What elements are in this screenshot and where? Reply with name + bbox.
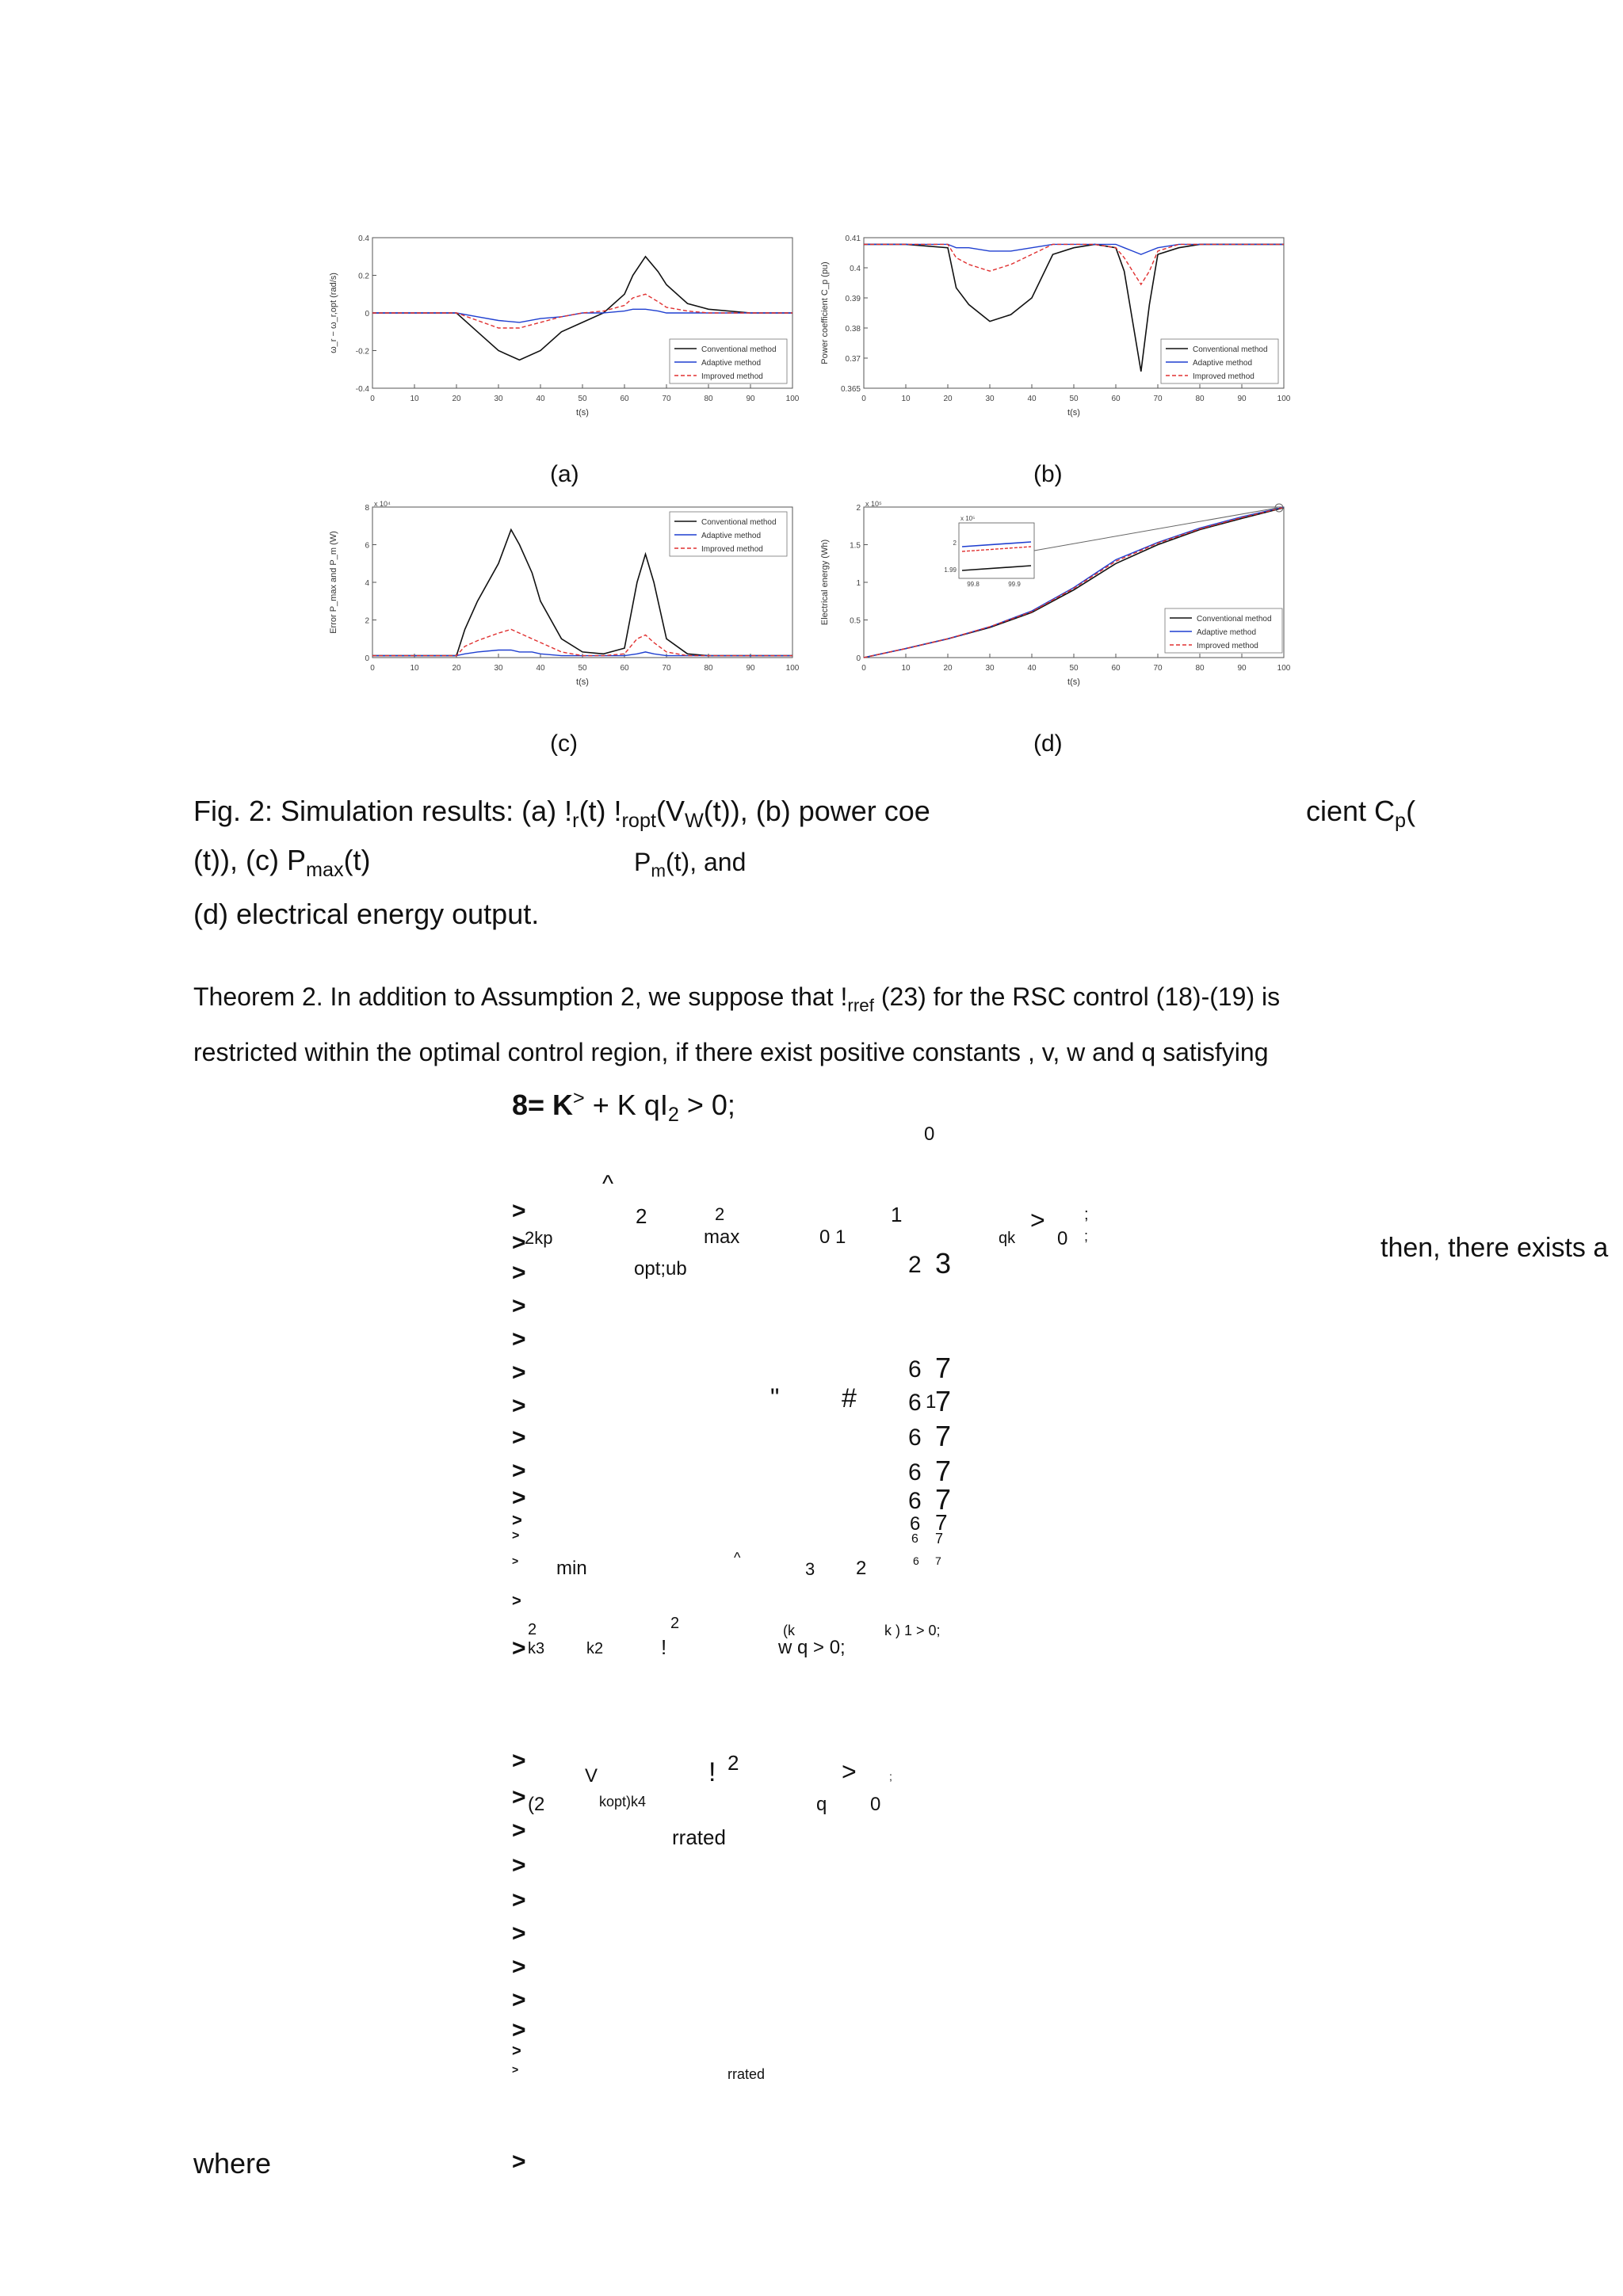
math-fragment: #: [842, 1383, 857, 1413]
brace-glyph: >: [512, 1554, 519, 1567]
x-tick-label: 30: [494, 395, 503, 403]
brace-glyph: >: [512, 2042, 521, 2060]
legend-label: Adaptive method: [701, 532, 762, 540]
figure-caption-line-1: Fig. 2: Simulation results: (a) $!_r(t)$ $!_{ropt}(V_W(t))$, (b) power coe: [193, 795, 930, 833]
x-axis-label: t(s): [576, 677, 589, 687]
math-fragment: !: [708, 1757, 716, 1787]
math-fragment: 7: [935, 1554, 941, 1567]
brace-glyph: >: [512, 1293, 526, 1319]
x-axis-label: t(s): [576, 408, 589, 418]
legend-label: Conventional method: [1197, 615, 1272, 624]
x-tick-label: 80: [704, 395, 713, 403]
math-fragment: ;: [1084, 1206, 1089, 1223]
brace-glyph: >: [512, 2149, 526, 2175]
y-tick-label: 2: [856, 504, 861, 513]
legend-label: Adaptive method: [1197, 628, 1257, 637]
x-tick-label: 70: [662, 395, 671, 403]
brace-glyph: >: [512, 1635, 526, 1661]
equation-1: 8= K> + K $qI_2 > 0$;: [512, 1087, 735, 1127]
brace-glyph: >: [512, 1920, 526, 1947]
brace-glyph: >: [512, 1260, 526, 1286]
subfigure-label-b: (b): [1033, 461, 1063, 487]
inset-exponent: x 10⁵: [960, 515, 976, 522]
x-tick-label: 0: [370, 395, 375, 403]
inset-tick-label: 1.99: [944, 566, 957, 574]
y-tick-label: -0.4: [355, 385, 369, 394]
math-fragment: 0: [924, 1123, 935, 1145]
math-fragment: 2: [715, 1204, 725, 1224]
math-fragment: 1: [891, 1203, 903, 1226]
x-tick-label: 50: [578, 664, 587, 673]
brace-glyph: >: [512, 1425, 526, 1451]
x-tick-label: 30: [494, 664, 503, 673]
inset-tick-label: 99.8: [967, 581, 980, 588]
math-fragment: 6: [908, 1459, 922, 1486]
brace-glyph: >: [512, 1230, 526, 1256]
chart-panel-b: [816, 230, 1292, 428]
brace-glyph: >: [512, 1852, 526, 1878]
legend-label: Adaptive method: [701, 359, 762, 368]
legend-label: Adaptive method: [1193, 359, 1253, 368]
chart-panel-d: [816, 499, 1292, 697]
math-fragment: 6: [910, 1513, 921, 1535]
math-fragment: ^: [734, 1550, 741, 1566]
legend-label: Improved method: [701, 372, 763, 381]
math-fragment: min: [556, 1558, 587, 1579]
math-fragment: !: [661, 1635, 667, 1659]
x-tick-label: 20: [943, 395, 953, 403]
math-fragment: 0: [1057, 1228, 1068, 1249]
legend-label: Improved method: [701, 545, 763, 554]
x-tick-label: 0: [370, 664, 375, 673]
x-tick-label: 60: [1111, 664, 1121, 673]
math-fragment: 2: [670, 1615, 680, 1632]
subfigure-label-d: (d): [1033, 730, 1063, 757]
legend-label: Improved method: [1197, 642, 1258, 650]
math-fragment: >: [842, 1757, 857, 1786]
math-fragment: 3: [805, 1559, 815, 1579]
math-fragment: k ) 1 > 0;: [884, 1623, 941, 1638]
x-tick-label: 20: [943, 664, 953, 673]
y-tick-label: 0.4: [358, 235, 369, 243]
chart-panel-c: [325, 499, 800, 697]
brace-glyph: >: [512, 1784, 526, 1810]
subfigure-label-a: (a): [550, 461, 579, 487]
x-tick-label: 10: [901, 395, 911, 403]
brace-glyph: >: [512, 1510, 522, 1530]
figure-caption-line-1-end: cient $C_p$(: [1306, 795, 1416, 833]
brace-glyph: >: [512, 1393, 526, 1419]
brace-glyph: >: [512, 1987, 526, 2013]
x-tick-label: 50: [1069, 664, 1079, 673]
chart-panel-a: [325, 230, 800, 428]
math-fragment: opt;ub: [634, 1258, 687, 1280]
y-tick-label: 8: [365, 504, 369, 513]
x-tick-label: 100: [785, 664, 800, 673]
math-fragment: 6: [908, 1356, 922, 1383]
axis-exponent-label: x 10⁵: [865, 500, 882, 508]
math-fragment: 2: [528, 1621, 537, 1638]
chart-a-svg: [325, 230, 800, 428]
x-tick-label: 90: [746, 664, 755, 673]
y-tick-label: 1.5: [850, 541, 861, 551]
x-tick-label: 70: [1153, 395, 1163, 403]
y-axis-label: Error P_max and P_m (W): [329, 531, 338, 634]
brace-glyph: >: [512, 1485, 526, 1511]
math-fragment: 6: [913, 1554, 919, 1567]
x-tick-label: 10: [410, 664, 419, 673]
math-fragment: 6: [908, 1390, 922, 1416]
x-tick-label: 60: [1111, 395, 1121, 403]
inset-tick-label: 99.9: [1008, 581, 1021, 588]
x-tick-label: 10: [410, 395, 419, 403]
x-tick-label: 0: [861, 664, 866, 673]
x-tick-label: 40: [536, 395, 545, 403]
where-text: where: [193, 2147, 272, 2180]
y-tick-label: 0.39: [845, 295, 861, 303]
y-tick-label: 0.4: [850, 265, 861, 273]
y-tick-label: 0: [856, 654, 861, 663]
x-tick-label: 50: [1069, 395, 1079, 403]
math-fragment: 6: [911, 1532, 918, 1546]
brace-glyph: >: [512, 1748, 526, 1774]
x-tick-label: 80: [1195, 395, 1205, 403]
x-tick-label: 10: [901, 664, 911, 673]
x-tick-label: 80: [704, 664, 713, 673]
x-tick-label: 30: [985, 395, 995, 403]
math-fragment: 6: [908, 1425, 922, 1451]
brace-glyph: >: [512, 1529, 520, 1543]
math-fragment: 7: [935, 1420, 952, 1452]
brace-glyph: >: [512, 2063, 519, 2076]
x-tick-label: 80: [1195, 664, 1205, 673]
x-tick-label: 40: [536, 664, 545, 673]
y-tick-label: 1: [856, 579, 861, 588]
math-fragment: 6: [908, 1488, 922, 1514]
math-fragment: 7: [935, 1531, 944, 1547]
inset-tick-label: 2: [953, 540, 957, 547]
figure-caption-line-2: (t)), (c) $P_{max}(t)$: [193, 844, 371, 882]
legend-label: Improved method: [1193, 372, 1254, 381]
y-tick-label: -0.2: [355, 347, 369, 357]
math-fragment: 7: [935, 1352, 952, 1384]
math-fragment: rrated: [672, 1825, 726, 1849]
theorem-line-1: Theorem 2. In addition to Assumption 2, we suppose that $!_{rref}$ (23) for the RSC control (18)-(19) is: [193, 982, 1281, 1016]
brace-glyph: >: [512, 1458, 526, 1484]
x-axis-label: t(s): [1067, 408, 1080, 418]
math-fragment: (k: [783, 1623, 795, 1638]
x-tick-label: 60: [620, 395, 629, 403]
y-tick-label: 0.38: [845, 325, 861, 334]
y-axis-label: Power coefficient C_p (pu): [820, 261, 830, 364]
math-fragment: >: [1030, 1206, 1045, 1234]
math-fragment: 2: [908, 1252, 922, 1278]
x-tick-label: 90: [746, 395, 755, 403]
x-tick-label: 100: [1277, 395, 1291, 403]
math-fragment: ": [770, 1383, 780, 1412]
x-tick-label: 50: [578, 395, 587, 403]
brace-glyph: >: [512, 1592, 521, 1610]
legend-label: Conventional method: [701, 345, 777, 354]
x-tick-label: 70: [1153, 664, 1163, 673]
brace-glyph: >: [512, 1817, 526, 1844]
math-fragment: 1: [926, 1391, 937, 1413]
math-fragment: rrated: [727, 2066, 766, 2082]
x-tick-label: 40: [1027, 664, 1037, 673]
y-tick-label: 0: [365, 310, 369, 318]
brace-glyph: >: [512, 1198, 526, 1224]
subfigure-label-c: (c): [550, 730, 578, 757]
y-tick-label: 0: [365, 654, 369, 663]
brace-glyph: >: [512, 1887, 526, 1913]
brace-glyph: >: [512, 2017, 526, 2043]
x-tick-label: 30: [985, 664, 995, 673]
y-tick-label: 0.37: [845, 355, 861, 364]
x-tick-label: 20: [452, 395, 461, 403]
math-fragment: ;: [889, 1770, 892, 1783]
y-tick-label: 2: [365, 616, 369, 626]
y-tick-label: 4: [365, 579, 369, 588]
brace-glyph: >: [512, 1326, 526, 1352]
x-tick-label: 90: [1237, 664, 1247, 673]
math-fragment: 2: [727, 1751, 739, 1775]
y-tick-label: 0.2: [358, 272, 369, 281]
theorem-line-2: restricted within the optimal control region, if there exist positive constants , v, w and q satisfying: [193, 1038, 1269, 1066]
math-fragment: 7: [935, 1483, 952, 1516]
y-tick-label: 0.5: [850, 616, 861, 626]
y-axis-label: ω_r − ω_r,opt (rad/s): [329, 273, 338, 353]
math-fragment: k2: [586, 1640, 604, 1657]
math-fragment: 3: [935, 1247, 952, 1280]
math-fragment: qk: [999, 1230, 1016, 1247]
math-fragment: ;: [1084, 1228, 1089, 1244]
x-tick-label: 40: [1027, 395, 1037, 403]
math-fragment: 0 1: [819, 1226, 846, 1248]
chart-d-svg: [816, 499, 1292, 697]
legend-label: Conventional method: [701, 518, 777, 527]
x-tick-label: 100: [785, 395, 800, 403]
y-tick-label: 0.365: [840, 385, 861, 394]
math-fragment: max: [704, 1226, 740, 1248]
math-fragment: 2kp: [525, 1228, 553, 1248]
math-fragment: w q > 0;: [778, 1637, 846, 1658]
y-tick-label: 0.41: [845, 235, 861, 243]
x-tick-label: 70: [662, 664, 671, 673]
y-axis-label: Electrical energy (Wh): [820, 539, 830, 626]
x-tick-label: 0: [861, 395, 866, 403]
x-axis-label: t(s): [1067, 677, 1080, 687]
figure-caption-line-3: (d) electrical energy output.: [193, 898, 540, 930]
legend-label: Conventional method: [1193, 345, 1268, 354]
chart-b-svg: [816, 230, 1292, 428]
math-fragment: ^: [602, 1171, 614, 1197]
x-tick-label: 100: [1277, 664, 1291, 673]
math-fragment: 7: [935, 1385, 952, 1417]
math-fragment: 7: [935, 1455, 952, 1487]
math-fragment: V: [585, 1765, 598, 1787]
math-fragment: 0: [870, 1794, 881, 1815]
x-tick-label: 90: [1237, 395, 1247, 403]
y-tick-label: 6: [365, 541, 369, 551]
math-fragment: 2: [856, 1558, 867, 1579]
brace-glyph: >: [512, 1954, 526, 1980]
math-fragment: q: [816, 1794, 827, 1815]
x-tick-label: 20: [452, 664, 461, 673]
brace-glyph: >: [512, 1360, 526, 1386]
x-tick-label: 60: [620, 664, 629, 673]
math-fragment: (2: [528, 1794, 545, 1815]
chart-c-svg: [325, 499, 800, 697]
math-fragment: k3: [528, 1640, 545, 1657]
math-fragment: 7: [935, 1510, 948, 1535]
figure-caption-line-2-mid: $P_m(t)$, and: [634, 848, 747, 881]
math-fragment: kopt)k4: [599, 1794, 647, 1810]
math-fragment: 2: [636, 1204, 647, 1228]
then-text: then, there exists a: [1381, 1233, 1609, 1263]
axis-exponent-label: x 10⁴: [374, 500, 391, 508]
